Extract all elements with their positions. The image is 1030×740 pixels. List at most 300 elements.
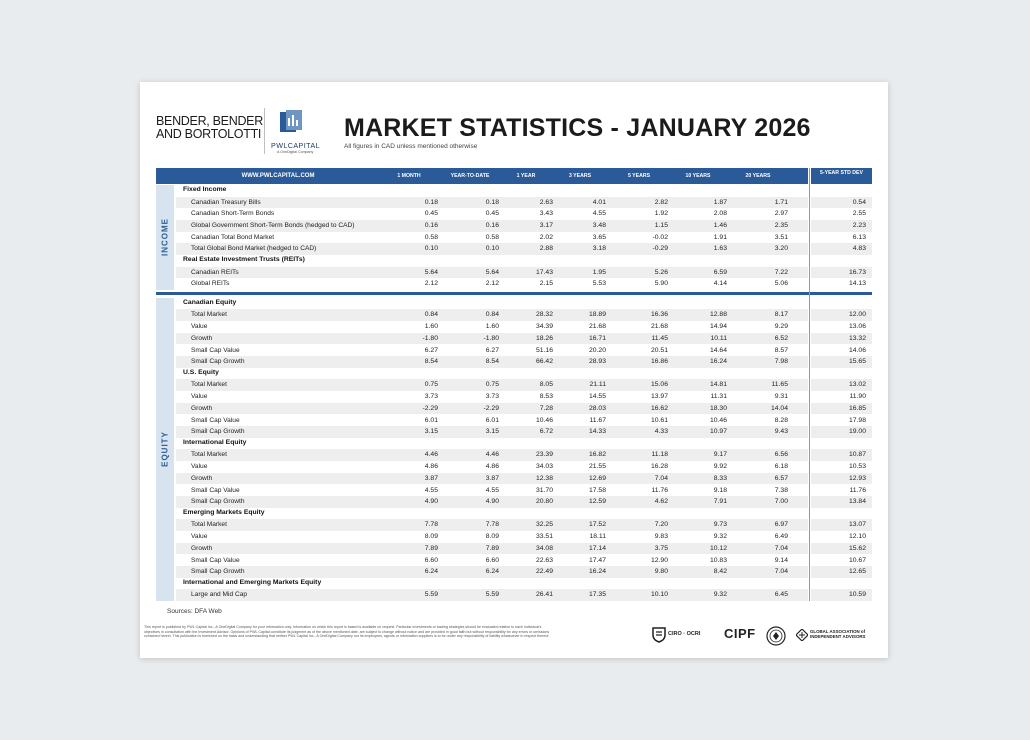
row-label: Canadian REITs [191, 268, 239, 276]
row-value: 16.82 [588, 451, 606, 459]
page-subtitle: All figures in CAD unless mentioned otherwise [344, 143, 478, 150]
column-header: 10 YEARS [685, 173, 711, 179]
row-value: 15.06 [650, 381, 668, 389]
row-value: -2.29 [483, 404, 499, 412]
row-value: 0.84 [485, 311, 499, 319]
row-value: 2.12 [424, 280, 438, 288]
row-value: 0.84 [424, 311, 438, 319]
row-value: 1.63 [713, 245, 727, 253]
row-value: 16.24 [709, 358, 727, 366]
row-label: Canadian Total Bond Market [191, 233, 275, 241]
row-value: 51.16 [535, 346, 553, 354]
row-value: 9.29 [774, 323, 788, 331]
table-row [176, 461, 872, 473]
row-value: 11.90 [849, 393, 866, 401]
row-value: 26.41 [535, 591, 553, 599]
row-value: 11.18 [651, 451, 668, 459]
row-value: 22.49 [535, 568, 553, 576]
row-value: 5.59 [424, 591, 438, 599]
page-title: MARKET STATISTICS - JANUARY 2026 [344, 114, 811, 142]
row-value: 19.00 [848, 428, 866, 436]
row-value: 1.92 [654, 210, 668, 218]
row-value: 66.42 [535, 358, 553, 366]
row-value: 9.43 [774, 428, 788, 436]
row-value: 18.30 [709, 404, 727, 412]
row-value: -1.80 [422, 334, 438, 342]
row-label: Small Cap Growth [191, 498, 245, 506]
row-value: 6.97 [774, 521, 788, 529]
row-value: 0.18 [485, 198, 499, 206]
row-value: 14.04 [770, 404, 788, 412]
row-value: 8.09 [424, 533, 438, 541]
row-value: 5.06 [774, 280, 788, 288]
table-row [176, 197, 872, 209]
table-row [176, 449, 872, 461]
row-label: Total Market [191, 451, 227, 459]
row-value: 21.68 [650, 323, 668, 331]
row-value: 13.32 [848, 334, 866, 342]
row-label: Small Cap Growth [191, 358, 245, 366]
row-value: 3.73 [424, 393, 438, 401]
table-row [176, 220, 872, 232]
row-label: Value [191, 533, 208, 541]
row-value: 34.08 [535, 544, 553, 552]
row-value: 13.02 [848, 381, 866, 389]
row-value: 2.55 [852, 210, 866, 218]
row-label: Value [191, 463, 208, 471]
row-value: 16.28 [650, 463, 668, 471]
row-value: 3.73 [485, 393, 499, 401]
row-value: 0.10 [424, 245, 438, 253]
row-value: 0.45 [424, 210, 438, 218]
table-row [176, 267, 872, 279]
seal-logo [766, 626, 786, 644]
row-value: 10.61 [650, 416, 668, 424]
row-value: 12.59 [588, 498, 606, 506]
group-title: International Equity [183, 438, 247, 446]
pwl-capital-subtitle: A OneDigital Company [277, 150, 314, 154]
row-value: 16.36 [650, 311, 668, 319]
website-link[interactable]: WWW.PWLCAPITAL.COM [241, 173, 315, 179]
row-value: 4.46 [485, 451, 499, 459]
row-value: 3.18 [592, 245, 606, 253]
row-value: 11.31 [710, 393, 727, 401]
row-value: 8.05 [539, 381, 553, 389]
row-value: 16.73 [848, 268, 866, 276]
row-label: Total Market [191, 381, 227, 389]
row-label: Small Cap Growth [191, 568, 245, 576]
row-value: 9.18 [713, 486, 727, 494]
row-label: Total Global Bond Market (hedged to CAD) [191, 245, 317, 253]
row-label: Growth [191, 334, 213, 342]
column-header: YEAR-TO-DATE [450, 173, 490, 179]
table-row [176, 589, 872, 601]
sources-note: Sources: DFA Web [167, 608, 222, 615]
group-title: Fixed Income [183, 186, 227, 193]
row-value: 11.76 [849, 486, 866, 494]
row-value: 10.83 [709, 556, 727, 564]
row-value: 6.01 [485, 416, 499, 424]
table-row [176, 531, 872, 543]
row-value: 14.94 [709, 323, 727, 331]
row-value: 14.64 [709, 346, 727, 354]
row-value: 6.27 [485, 346, 499, 354]
row-value: 4.86 [485, 463, 499, 471]
row-value: 22.63 [535, 556, 553, 564]
row-value: 9.73 [713, 521, 727, 529]
row-value: 2.35 [774, 221, 788, 229]
table-row [176, 426, 872, 438]
row-value: 10.67 [848, 556, 866, 564]
row-value: 6.60 [485, 556, 499, 564]
row-value: 6.01 [424, 416, 438, 424]
row-value: 21.55 [588, 463, 606, 471]
row-value: 1.87 [713, 198, 727, 206]
row-value: -0.02 [652, 233, 668, 241]
row-value: 7.78 [424, 521, 438, 529]
row-value: 5.64 [424, 268, 438, 276]
table-row [176, 391, 872, 403]
row-value: 15.65 [848, 358, 866, 366]
row-value: 6.45 [774, 591, 788, 599]
row-value: 7.22 [774, 268, 788, 276]
gaia-logo [796, 626, 886, 644]
row-value: 7.04 [774, 568, 788, 576]
firm-name-line2: AND BORTOLOTTI [156, 127, 262, 141]
row-value: -2.29 [422, 404, 438, 412]
row-value: 8.57 [774, 346, 788, 354]
section-tab-income [156, 185, 174, 290]
row-value: 3.20 [774, 245, 788, 253]
row-value: 17.98 [848, 416, 866, 424]
row-value: 6.57 [774, 474, 788, 482]
row-value: 8.42 [713, 568, 727, 576]
row-value: 12.38 [535, 474, 553, 482]
table-row [176, 309, 872, 321]
table-row [176, 485, 872, 497]
row-value: 0.58 [424, 233, 438, 241]
row-value: 4.01 [592, 198, 606, 206]
row-value: 3.65 [592, 233, 606, 241]
row-value: 0.54 [852, 198, 866, 206]
row-value: 4.14 [713, 280, 727, 288]
row-value: 9.17 [713, 451, 727, 459]
table-row [176, 243, 872, 255]
row-value: 14.06 [848, 346, 866, 354]
row-value: 10.87 [848, 451, 866, 459]
row-value: 20.51 [650, 346, 668, 354]
row-value: 7.38 [774, 486, 788, 494]
table-row [176, 519, 872, 531]
row-label: Growth [191, 404, 213, 412]
row-label: Large and Mid Cap [191, 591, 248, 599]
row-value: 12.88 [709, 311, 727, 319]
row-value: 17.52 [588, 521, 606, 529]
row-label: Small Cap Value [191, 486, 240, 494]
row-value: 7.98 [774, 358, 788, 366]
row-value: 21.11 [589, 381, 606, 389]
row-value: 12.10 [848, 533, 866, 541]
row-value: 15.62 [848, 544, 866, 552]
row-value: 34.03 [535, 463, 553, 471]
row-value: 2.63 [539, 198, 553, 206]
row-value: 6.60 [424, 556, 438, 564]
row-value: 3.51 [774, 233, 788, 241]
row-value: 9.32 [713, 591, 727, 599]
row-value: 4.90 [485, 498, 499, 506]
section-label: INCOME [160, 218, 170, 257]
row-value: 6.59 [713, 268, 727, 276]
row-value: 1.91 [713, 233, 727, 241]
column-header: 3 YEARS [568, 173, 592, 179]
row-value: 8.09 [485, 533, 499, 541]
firm-logo [156, 115, 266, 141]
table-row [176, 278, 872, 290]
row-label: Value [191, 323, 208, 331]
table-row [176, 356, 872, 368]
row-value: 21.68 [588, 323, 606, 331]
row-value: 28.03 [588, 404, 606, 412]
row-value: 7.04 [654, 474, 668, 482]
row-label: Growth [191, 544, 213, 552]
row-value: 5.90 [654, 280, 668, 288]
row-value: 4.46 [424, 451, 438, 459]
group-title: International and Emerging Markets Equity [183, 578, 322, 586]
row-value: 6.49 [774, 533, 788, 541]
row-value: 14.33 [588, 428, 606, 436]
row-label: Global Government Short-Term Bonds (hedged to CAD) [191, 221, 355, 229]
row-value: 0.16 [485, 221, 499, 229]
row-value: 12.00 [848, 311, 866, 319]
row-value: 1.71 [774, 198, 788, 206]
row-value: 3.15 [485, 428, 499, 436]
row-value: 11.67 [589, 416, 606, 424]
row-value: 8.54 [485, 358, 499, 366]
table-row [176, 496, 872, 508]
row-value: 17.14 [588, 544, 606, 552]
row-value: 8.33 [713, 474, 727, 482]
row-label: Canadian Treasury Bills [191, 198, 261, 206]
row-value: 9.32 [713, 533, 727, 541]
row-value: 2.08 [713, 210, 727, 218]
table-row [176, 208, 872, 220]
row-value: -1.80 [483, 334, 499, 342]
row-value: 6.13 [852, 233, 866, 241]
column-header: 1 YEAR [516, 173, 536, 179]
row-label: Total Market [191, 521, 227, 529]
row-value: 32.25 [535, 521, 553, 529]
row-value: 9.31 [774, 393, 788, 401]
group-title: Canadian Equity [183, 298, 237, 306]
row-label: Small Cap Value [191, 556, 240, 564]
row-label: Small Cap Value [191, 346, 240, 354]
row-value: 34.39 [535, 323, 553, 331]
row-value: 3.43 [539, 210, 553, 218]
row-value: 4.55 [592, 210, 606, 218]
row-value: -0.29 [652, 245, 668, 253]
row-value: 33.51 [535, 533, 553, 541]
row-value: 7.91 [713, 498, 727, 506]
row-value: 10.46 [535, 416, 553, 424]
row-value: 8.53 [539, 393, 553, 401]
table-row [176, 555, 872, 567]
row-value: 13.07 [848, 521, 866, 529]
row-value: 16.24 [588, 568, 606, 576]
row-value: 2.15 [539, 280, 553, 288]
row-label: Growth [191, 474, 213, 482]
row-value: 4.33 [654, 428, 668, 436]
row-label: Value [191, 393, 208, 401]
row-value: 16.71 [588, 334, 606, 342]
section-tab-equity [156, 298, 174, 601]
row-value: 17.35 [588, 591, 606, 599]
row-label: Total Market [191, 311, 227, 319]
row-value: 6.18 [774, 463, 788, 471]
column-header: 5-YEAR STD DEV [820, 170, 863, 176]
row-value: 4.86 [424, 463, 438, 471]
row-value: 4.55 [485, 486, 499, 494]
row-value: 23.39 [535, 451, 553, 459]
row-value: 0.45 [485, 210, 499, 218]
row-value: 9.83 [654, 533, 668, 541]
row-value: 20.80 [535, 498, 553, 506]
row-value: 7.78 [485, 521, 499, 529]
row-value: 0.18 [424, 198, 438, 206]
section-separator [156, 292, 872, 295]
row-value: 3.87 [424, 474, 438, 482]
row-value: 8.54 [424, 358, 438, 366]
table-row [176, 415, 872, 427]
row-value: 5.26 [654, 268, 668, 276]
column-header: 20 YEARS [745, 173, 771, 179]
row-value: 6.52 [774, 334, 788, 342]
row-value: 10.11 [710, 334, 727, 342]
group-title: Emerging Markets Equity [183, 508, 265, 516]
row-value: 12.69 [588, 474, 606, 482]
table-row [176, 543, 872, 555]
std-dev-divider [809, 168, 810, 601]
row-value: 12.93 [848, 474, 866, 482]
section-label: EQUITY [160, 431, 170, 468]
row-value: 17.43 [535, 268, 553, 276]
row-value: 6.24 [424, 568, 438, 576]
row-value: 2.88 [539, 245, 553, 253]
row-value: 10.10 [650, 591, 668, 599]
table-header [156, 168, 872, 184]
row-value: 0.75 [424, 381, 438, 389]
row-value: 6.72 [539, 428, 553, 436]
row-value: 5.59 [485, 591, 499, 599]
row-value: 7.00 [774, 498, 788, 506]
row-value: 8.17 [774, 311, 788, 319]
row-value: 17.47 [588, 556, 606, 564]
row-value: 2.23 [852, 221, 866, 229]
row-value: 5.64 [485, 268, 499, 276]
row-value: 11.45 [651, 334, 668, 342]
row-value: 5.53 [592, 280, 606, 288]
row-value: 2.97 [774, 210, 788, 218]
row-value: 6.27 [424, 346, 438, 354]
row-value: 4.62 [654, 498, 668, 506]
table-row [176, 321, 872, 333]
column-header: 1 MONTH [397, 173, 421, 179]
row-value: 3.48 [592, 221, 606, 229]
row-value: 20.20 [588, 346, 606, 354]
table-row [176, 403, 872, 415]
table-row [176, 473, 872, 485]
report-page [140, 82, 888, 658]
row-value: 1.95 [592, 268, 606, 276]
row-value: 10.97 [709, 428, 727, 436]
row-value: 6.24 [485, 568, 499, 576]
table-row [176, 232, 872, 244]
row-value: 10.46 [709, 416, 727, 424]
row-value: 3.75 [654, 544, 668, 552]
row-value: 9.80 [654, 568, 668, 576]
row-value: 28.32 [535, 311, 553, 319]
row-value: 2.02 [539, 233, 553, 241]
row-value: 18.89 [588, 311, 606, 319]
row-value: 11.65 [771, 381, 788, 389]
row-value: 7.04 [774, 544, 788, 552]
row-value: 8.28 [774, 416, 788, 424]
table-row [176, 345, 872, 357]
row-value: 11.76 [651, 486, 668, 494]
row-value: 17.58 [588, 486, 606, 494]
row-value: 28.93 [588, 358, 606, 366]
row-value: 13.06 [848, 323, 866, 331]
firm-name-line1: BENDER, BENDER [156, 114, 263, 128]
pwl-capital-name: PWLCAPITAL [271, 141, 320, 150]
ciro-label: CIRO · OCRI [668, 631, 701, 637]
row-value: 13.97 [650, 393, 668, 401]
table-row [176, 566, 872, 578]
gaia-icon [796, 629, 808, 641]
row-value: 3.87 [485, 474, 499, 482]
row-value: 7.28 [539, 404, 553, 412]
row-value: 13.84 [848, 498, 866, 506]
row-value: 16.85 [848, 404, 866, 412]
row-value: 2.12 [485, 280, 499, 288]
ciro-shield-icon [652, 627, 666, 643]
row-value: 18.26 [535, 334, 553, 342]
table-row [176, 379, 872, 391]
row-value: 3.17 [539, 221, 553, 229]
row-value: 1.60 [424, 323, 438, 331]
row-value: 18.11 [589, 533, 606, 541]
row-value: 1.60 [485, 323, 499, 331]
row-label: Small Cap Value [191, 416, 240, 424]
group-title: U.S. Equity [183, 368, 219, 376]
row-value: 4.90 [424, 498, 438, 506]
row-value: 10.12 [709, 544, 727, 552]
row-label: Global REITs [191, 280, 230, 288]
row-value: 10.59 [848, 591, 866, 599]
table-row [176, 333, 872, 345]
row-value: 4.83 [852, 245, 866, 253]
row-value: 31.70 [535, 486, 553, 494]
row-value: 12.90 [650, 556, 668, 564]
row-label: Small Cap Growth [191, 428, 245, 436]
row-value: 7.89 [485, 544, 499, 552]
row-value: 9.14 [774, 556, 788, 564]
column-header: 5 YEARS [627, 173, 651, 179]
row-value: 6.56 [774, 451, 788, 459]
row-value: 12.65 [848, 568, 866, 576]
row-value: 14.13 [848, 280, 866, 288]
row-value: 0.10 [485, 245, 499, 253]
disclaimer-text: This report is published by PWL Capital Inc., A OneDigital Company for your information only. Information on which this report is based is available on request. Particular investments or trading strategies should be evaluated relative to each individual's objectives in consultation with the Investment Advisor. Opinions of PWL Capital constitute its judgment as of the above mentioned date, are subject to change without notice and are provided in good faith but without responsibility for any errors or omissions contained herein. This publication is furnished on the basis and understanding that neither PWL Capital Inc., A OneDigital Company nor its employees, agents or information suppliers is to be under any responsibility of liability whatsoever in respect thereof. [144, 625, 550, 639]
